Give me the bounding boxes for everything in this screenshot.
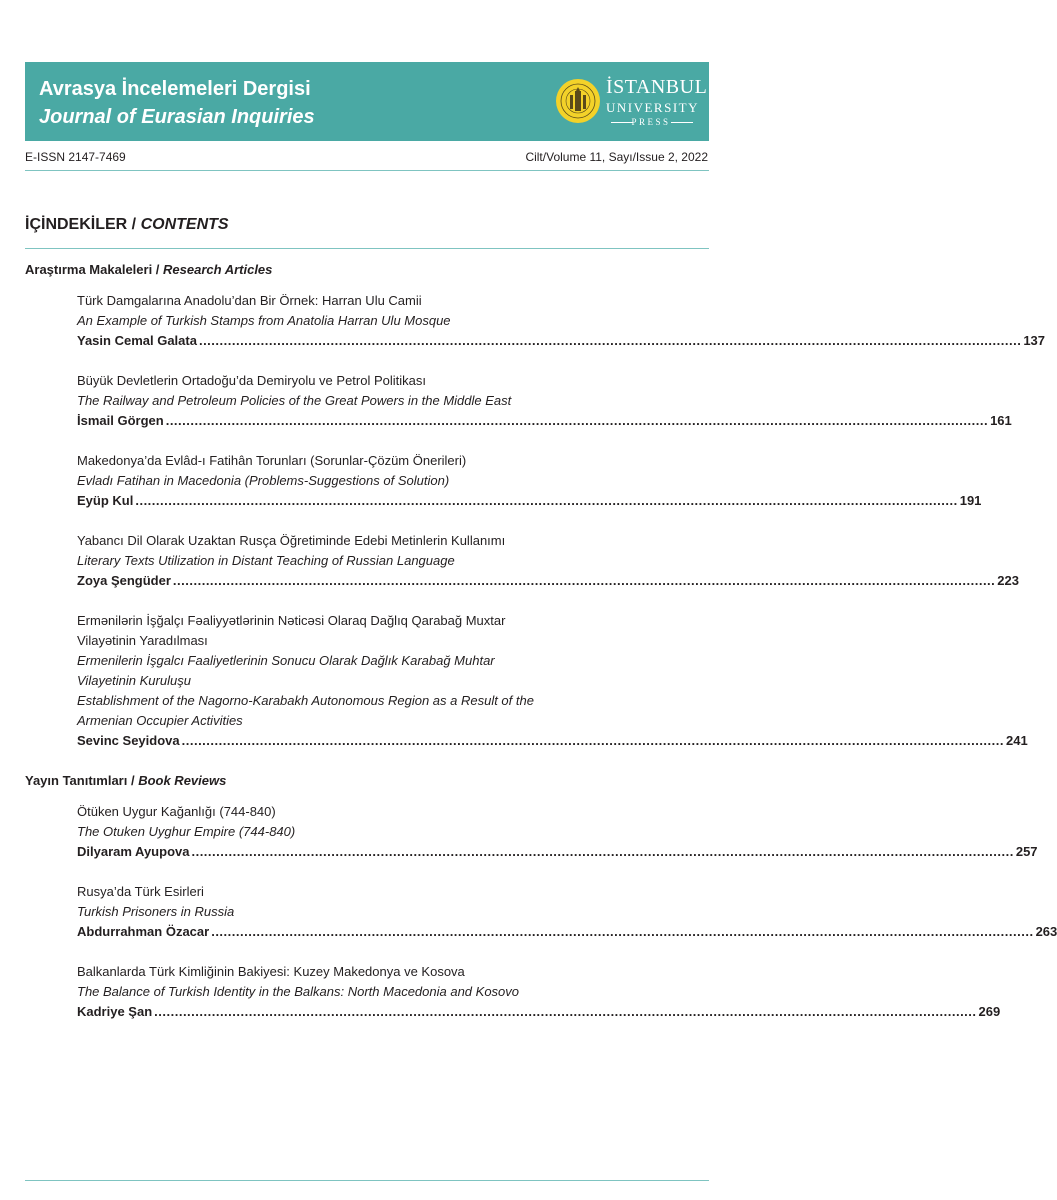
entry-title-en: The Railway and Petroleum Policies of the Great Powers in the Middle East — [77, 393, 512, 408]
entry-author-row — [77, 731, 1028, 751]
dot-leader: ........................................................................................................................................................................................................ — [165, 413, 989, 428]
entry-page: 161 — [990, 413, 1012, 428]
entry-author-row — [77, 1002, 1001, 1022]
entry-author: Yasin Cemal Galata — [77, 333, 197, 348]
entry-title-tr: Makedonya’da Evlâd-ı Fatihân Torunları (Sorunlar-Çözüm Önerileri) — [77, 453, 467, 468]
entry-page: 191 — [959, 493, 982, 508]
entry-title-tr-alt: Vilayetinin Kuruluşu — [77, 673, 191, 688]
section-title-en: Research Articles — [163, 262, 273, 277]
issn: E-ISSN 2147-7469 — [25, 150, 126, 164]
entry-title-tr: Vilayətinin Yaradılması — [77, 633, 208, 648]
section-research-articles — [25, 262, 272, 277]
entry-title-en: Turkish Prisoners in Russia — [77, 904, 235, 919]
toc-entry[interactable] — [77, 882, 1057, 942]
toc-entry[interactable] — [77, 962, 1001, 1022]
dot-leader: ........................................................................................................................................................................................................ — [172, 573, 996, 588]
dot-leader: ........................................................................................................................................................................................................ — [198, 333, 1022, 348]
contents-heading-en: CONTENTS — [140, 216, 229, 233]
section-book-reviews — [25, 773, 226, 788]
entry-title-en: An Example of Turkish Stamps from Anatolia Harran Ulu Mosque — [77, 313, 451, 328]
entry-page: 137 — [1023, 333, 1046, 348]
entry-author-row — [77, 331, 1046, 351]
entry-title-tr: Balkanlarda Türk Kimliğinin Bakiyesi: Kuzey Makedonya ve Kosova — [77, 964, 465, 979]
entry-author: İsmail Görgen — [77, 413, 164, 428]
publisher-press: PRESS — [631, 117, 671, 127]
entry-title-tr: Türk Damgalarına Anadolu’dan Bir Örnek: Harran Ulu Camii — [77, 293, 422, 308]
entry-author: Dilyaram Ayupova — [77, 844, 190, 859]
entry-author: Eyüp Kul — [77, 493, 134, 508]
entry-author-row — [77, 922, 1057, 942]
toc-entry[interactable] — [77, 531, 1019, 591]
section-title-tr: Yayın Tanıtımları / — [25, 773, 139, 788]
entry-author-row — [77, 491, 982, 511]
entry-title-tr: Yabancı Dil Olarak Uzaktan Rusça Öğretiminde Edebi Metinlerin Kullanımı — [77, 533, 506, 548]
entry-title-en: The Balance of Turkish Identity in the Balkans: North Macedonia and Kosovo — [77, 984, 520, 999]
contents-heading-tr: İÇİNDEKİLER / — [25, 216, 141, 233]
journal-title-en: Journal of Eurasian Inquiries — [39, 106, 315, 128]
dot-leader: ........................................................................................................................................................................................................ — [211, 924, 1034, 939]
entry-title-tr: Rusya’da Türk Esirleri — [77, 884, 204, 899]
contents-heading — [25, 216, 229, 234]
entry-title-en: Armenian Occupier Activities — [77, 713, 243, 728]
entry-page: 269 — [978, 1004, 1001, 1019]
journal-title-tr: Avrasya İncelemeleri Dergisi — [39, 78, 311, 100]
entry-title-tr-alt: Ermenilerin İşgalcı Faaliyetlerinin Sonucu Olarak Dağlık Karabağ Muhtar — [77, 653, 495, 668]
journal-header — [25, 62, 709, 141]
entry-page: 263 — [1035, 924, 1057, 939]
dot-leader: ........................................................................................................................................................................................................ — [135, 493, 958, 508]
entry-page: 257 — [1015, 844, 1038, 859]
publisher-rule-right — [671, 122, 693, 123]
entry-author-row — [77, 842, 1038, 862]
university-seal-icon — [555, 78, 601, 124]
entry-page: 241 — [1006, 733, 1028, 748]
dot-leader: ........................................................................................................................................................................................................ — [191, 844, 1014, 859]
publisher-university: UNIVERSITY — [606, 100, 699, 115]
section-title-tr: Araştırma Makaleleri / — [25, 262, 164, 277]
toc-entry[interactable] — [77, 451, 982, 511]
footer-divider — [25, 1180, 709, 1181]
entry-title-tr: Ermənilərin İşğalçı Fəaliyyətlərinin Nəticəsi Olaraq Dağlıq Qarabağ Muxtar — [77, 613, 506, 628]
dot-leader: ........................................................................................................................................................................................................ — [154, 1004, 977, 1019]
entry-author: Kadriye Şan — [77, 1004, 153, 1019]
publisher-name: İSTANBUL — [606, 76, 708, 98]
toc-entry[interactable] — [77, 611, 1028, 751]
entry-title-tr: Ötüken Uygur Kağanlığı (744-840) — [77, 804, 276, 819]
volume-issue: Cilt/Volume 11, Sayı/Issue 2, 2022 — [525, 150, 708, 164]
entry-page: 223 — [997, 573, 1019, 588]
divider — [25, 248, 709, 249]
entry-title-en: Establishment of the Nagorno-Karabakh Autonomous Region as a Result of the — [77, 693, 534, 708]
entry-author: Sevinc Seyidova — [77, 733, 180, 748]
toc-entry[interactable] — [77, 291, 1046, 351]
entry-author-row — [77, 411, 1012, 431]
dot-leader: ........................................................................................................................................................................................................ — [181, 733, 1004, 748]
entry-author: Zoya Şengüder — [77, 573, 171, 588]
toc-entry[interactable] — [77, 802, 1038, 862]
entry-title-en: Evladı Fatihan in Macedonia (Problems-Suggestions of Solution) — [77, 473, 450, 488]
entry-title-en: The Otuken Uyghur Empire (744-840) — [77, 824, 296, 839]
entry-title-tr: Büyük Devletlerin Ortadoğu’da Demiryolu ve Petrol Politikası — [77, 373, 426, 388]
entry-title-en: Literary Texts Utilization in Distant Teaching of Russian Language — [77, 553, 455, 568]
entry-author: Abdurrahman Özacar — [77, 924, 210, 939]
entry-author-row — [77, 571, 1019, 591]
section-title-en: Book Reviews — [138, 773, 227, 788]
toc-entry[interactable] — [77, 371, 1012, 431]
divider — [25, 170, 709, 171]
